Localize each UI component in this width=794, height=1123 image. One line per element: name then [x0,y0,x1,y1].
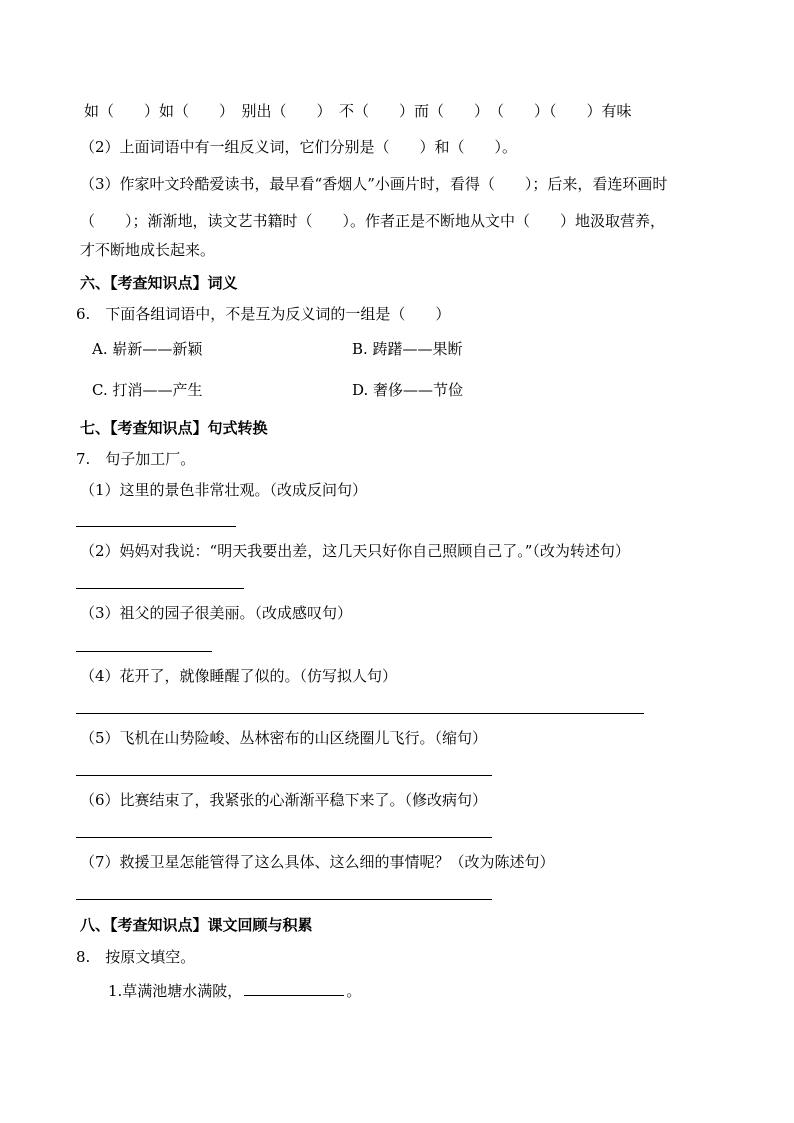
answer-line-4 [76,713,644,714]
answer-line-5 [76,775,492,776]
sentence-item-2: （2）妈妈对我说：“明天我要出差，这几天只好你自己照顾自己了。”（改为转述句） [80,542,630,560]
sentence-item-5: （5）飞机在山势险峻、丛林密布的山区绕圈儿飞行。（缩句） [80,729,488,747]
reading-question-line3: 才不断地成长起来。 [80,241,216,259]
answer-line-6 [76,837,492,838]
sentence-item-4: （4）花开了，就像睡醒了似的。（仿写拟人句） [80,667,398,685]
reading-question-line1: （3）作家叶文玲酷爱读书，最早看“香烟人”小画片时，看得（ ）；后来，看连环画时 [80,175,668,193]
sentence-item-7: （7）救援卫星怎能管得了这么具体、这么细的事情呢？（改为陈述句） [80,853,555,871]
question-8: 8. 按原文填空。 [76,948,196,966]
poem-line-text: 1.草满池塘水满陂， [108,982,243,1000]
option-a: A. 崭新——新颖 [92,340,203,358]
poem-fill-item [108,979,361,1001]
sentence-item-6: （6）比赛结束了，我紧张的心渐渐平稳下来了。（修改病句） [80,791,488,809]
section-7-heading: 七、【考查知识点】句式转换 [80,419,268,437]
section-8-heading: 八、【考查知识点】课文回顾与积累 [80,916,313,934]
question-7: 7. 句子加工厂。 [76,450,196,468]
poem-blank [244,979,344,996]
answer-line-2 [76,588,244,589]
question-6: 6. 下面各组词语中，不是互为反义词的一组是（ ） [76,305,451,323]
answer-line-1 [76,526,236,527]
words-fill-line: 如（ ）如（ ） 别出（ ） 不（ ）而（ ） （ ）（ ）有味 [84,102,632,120]
sentence-item-3: （3）祖父的园子很美丽。（改成感叹句） [80,604,353,622]
section-6-heading: 六、【考查知识点】词义 [80,274,238,292]
poem-line-end: 。 [346,982,362,1000]
answer-line-7 [76,899,492,900]
answer-line-3 [76,651,212,652]
sentence-item-1: （1）这里的景色非常壮观。（改成反问句） [80,481,368,499]
antonym-question: （2）上面词语中有一组反义词，它们分别是（ ）和（ ）。 [80,138,518,156]
option-c: C. 打消——产生 [92,381,203,399]
option-d: D. 奢侈——节俭 [352,381,464,399]
option-b: B. 踌躇——果断 [352,340,463,358]
reading-question-line2: （ ）；渐渐地，读文艺书籍时（ ）。作者正是不断地从文中（ ）地汲取营养， [80,212,666,230]
